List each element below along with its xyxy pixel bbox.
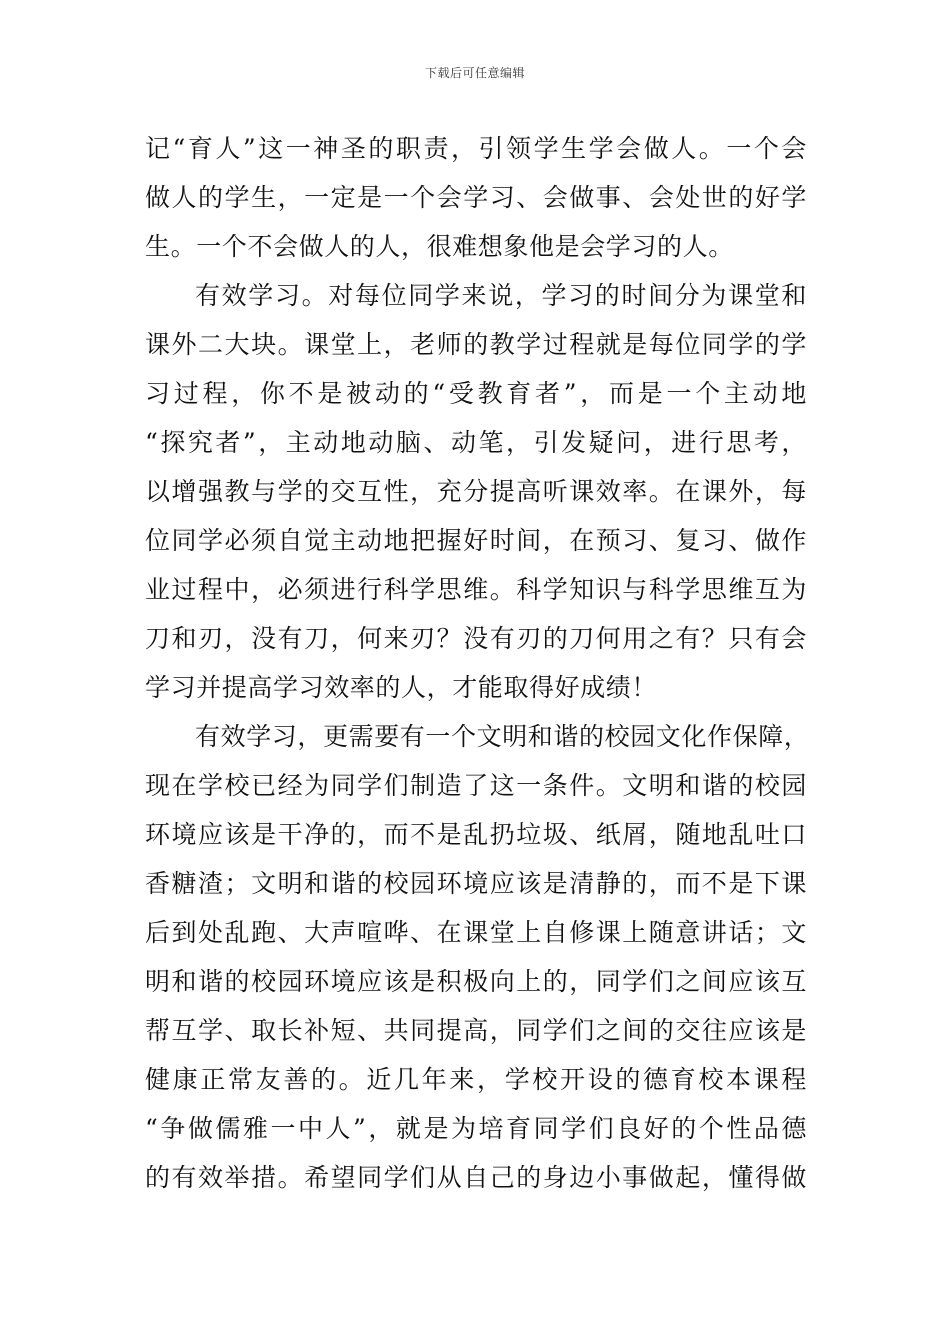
text-line: 有效学习，更需要有一个文明和谐的校园文化作保障， bbox=[195, 722, 810, 751]
text-line: 的有效举措。希望同学们从自己的身边小事做起，懂得做 bbox=[145, 1163, 807, 1192]
text-line: 业过程中，必须进行科学思维。科学知识与科学思维互为 bbox=[145, 575, 807, 604]
text-line: 后到处乱跑、大声喧哗、在课堂上自修课上随意讲话；文 bbox=[145, 918, 807, 947]
text-line: 以增强教与学的交互性，充分提高听课效率。在课外，每 bbox=[145, 477, 807, 506]
paragraph bbox=[145, 712, 810, 1202]
text-line: 环境应该是干净的，而不是乱扔垃圾、纸屑，随地乱吐口 bbox=[145, 820, 807, 849]
text-line: 有效学习。对每位同学来说，学习的时间分为课堂和 bbox=[195, 281, 807, 310]
text-line: “争做儒雅一中人”，就是为培育同学们良好的个性品德 bbox=[145, 1114, 807, 1143]
text-line: 位同学必须自觉主动地把握好时间，在预习、复习、做作 bbox=[145, 526, 807, 555]
text-line: 现在学校已经为同学们制造了这一条件。文明和谐的校园 bbox=[145, 771, 807, 800]
text-line: “探究者”，主动地动脑、动笔，引发疑问，进行思考， bbox=[145, 428, 807, 457]
text-line: 做人的学生，一定是一个会学习、会做事、会处世的好学 bbox=[145, 183, 807, 212]
paragraph bbox=[145, 271, 807, 712]
text-line: 记“育人”这一神圣的职责，引领学生学会做人。一个会 bbox=[145, 134, 807, 163]
text-line: 课外二大块。课堂上，老师的教学过程就是每位同学的学 bbox=[145, 330, 807, 359]
text-line: 习过程，你不是被动的“受教育者”，而是一个主动地 bbox=[145, 379, 807, 408]
text-line: 刀和刃，没有刀，何来刃？没有刃的刀何用之有？只有会 bbox=[145, 624, 807, 653]
text-line: 香糖渣；文明和谐的校园环境应该是清静的，而不是下课 bbox=[145, 869, 807, 898]
paragraph bbox=[145, 124, 807, 271]
page-header: 下载后可任意编辑 bbox=[424, 66, 525, 80]
text-line: 健康正常友善的。近几年来，学校开设的德育校本课程 bbox=[145, 1065, 807, 1094]
text-line: 生。一个不会做人的人，很难想象他是会学习的人。 bbox=[145, 232, 734, 261]
text-line: 明和谐的校园环境应该是积极向上的，同学们之间应该互 bbox=[145, 967, 807, 996]
text-line: 帮互学、取长补短、共同提高，同学们之间的交往应该是 bbox=[145, 1016, 807, 1045]
text-line: 学习并提高学习效率的人，才能取得好成绩！ bbox=[145, 673, 658, 702]
document-body bbox=[145, 124, 810, 1202]
